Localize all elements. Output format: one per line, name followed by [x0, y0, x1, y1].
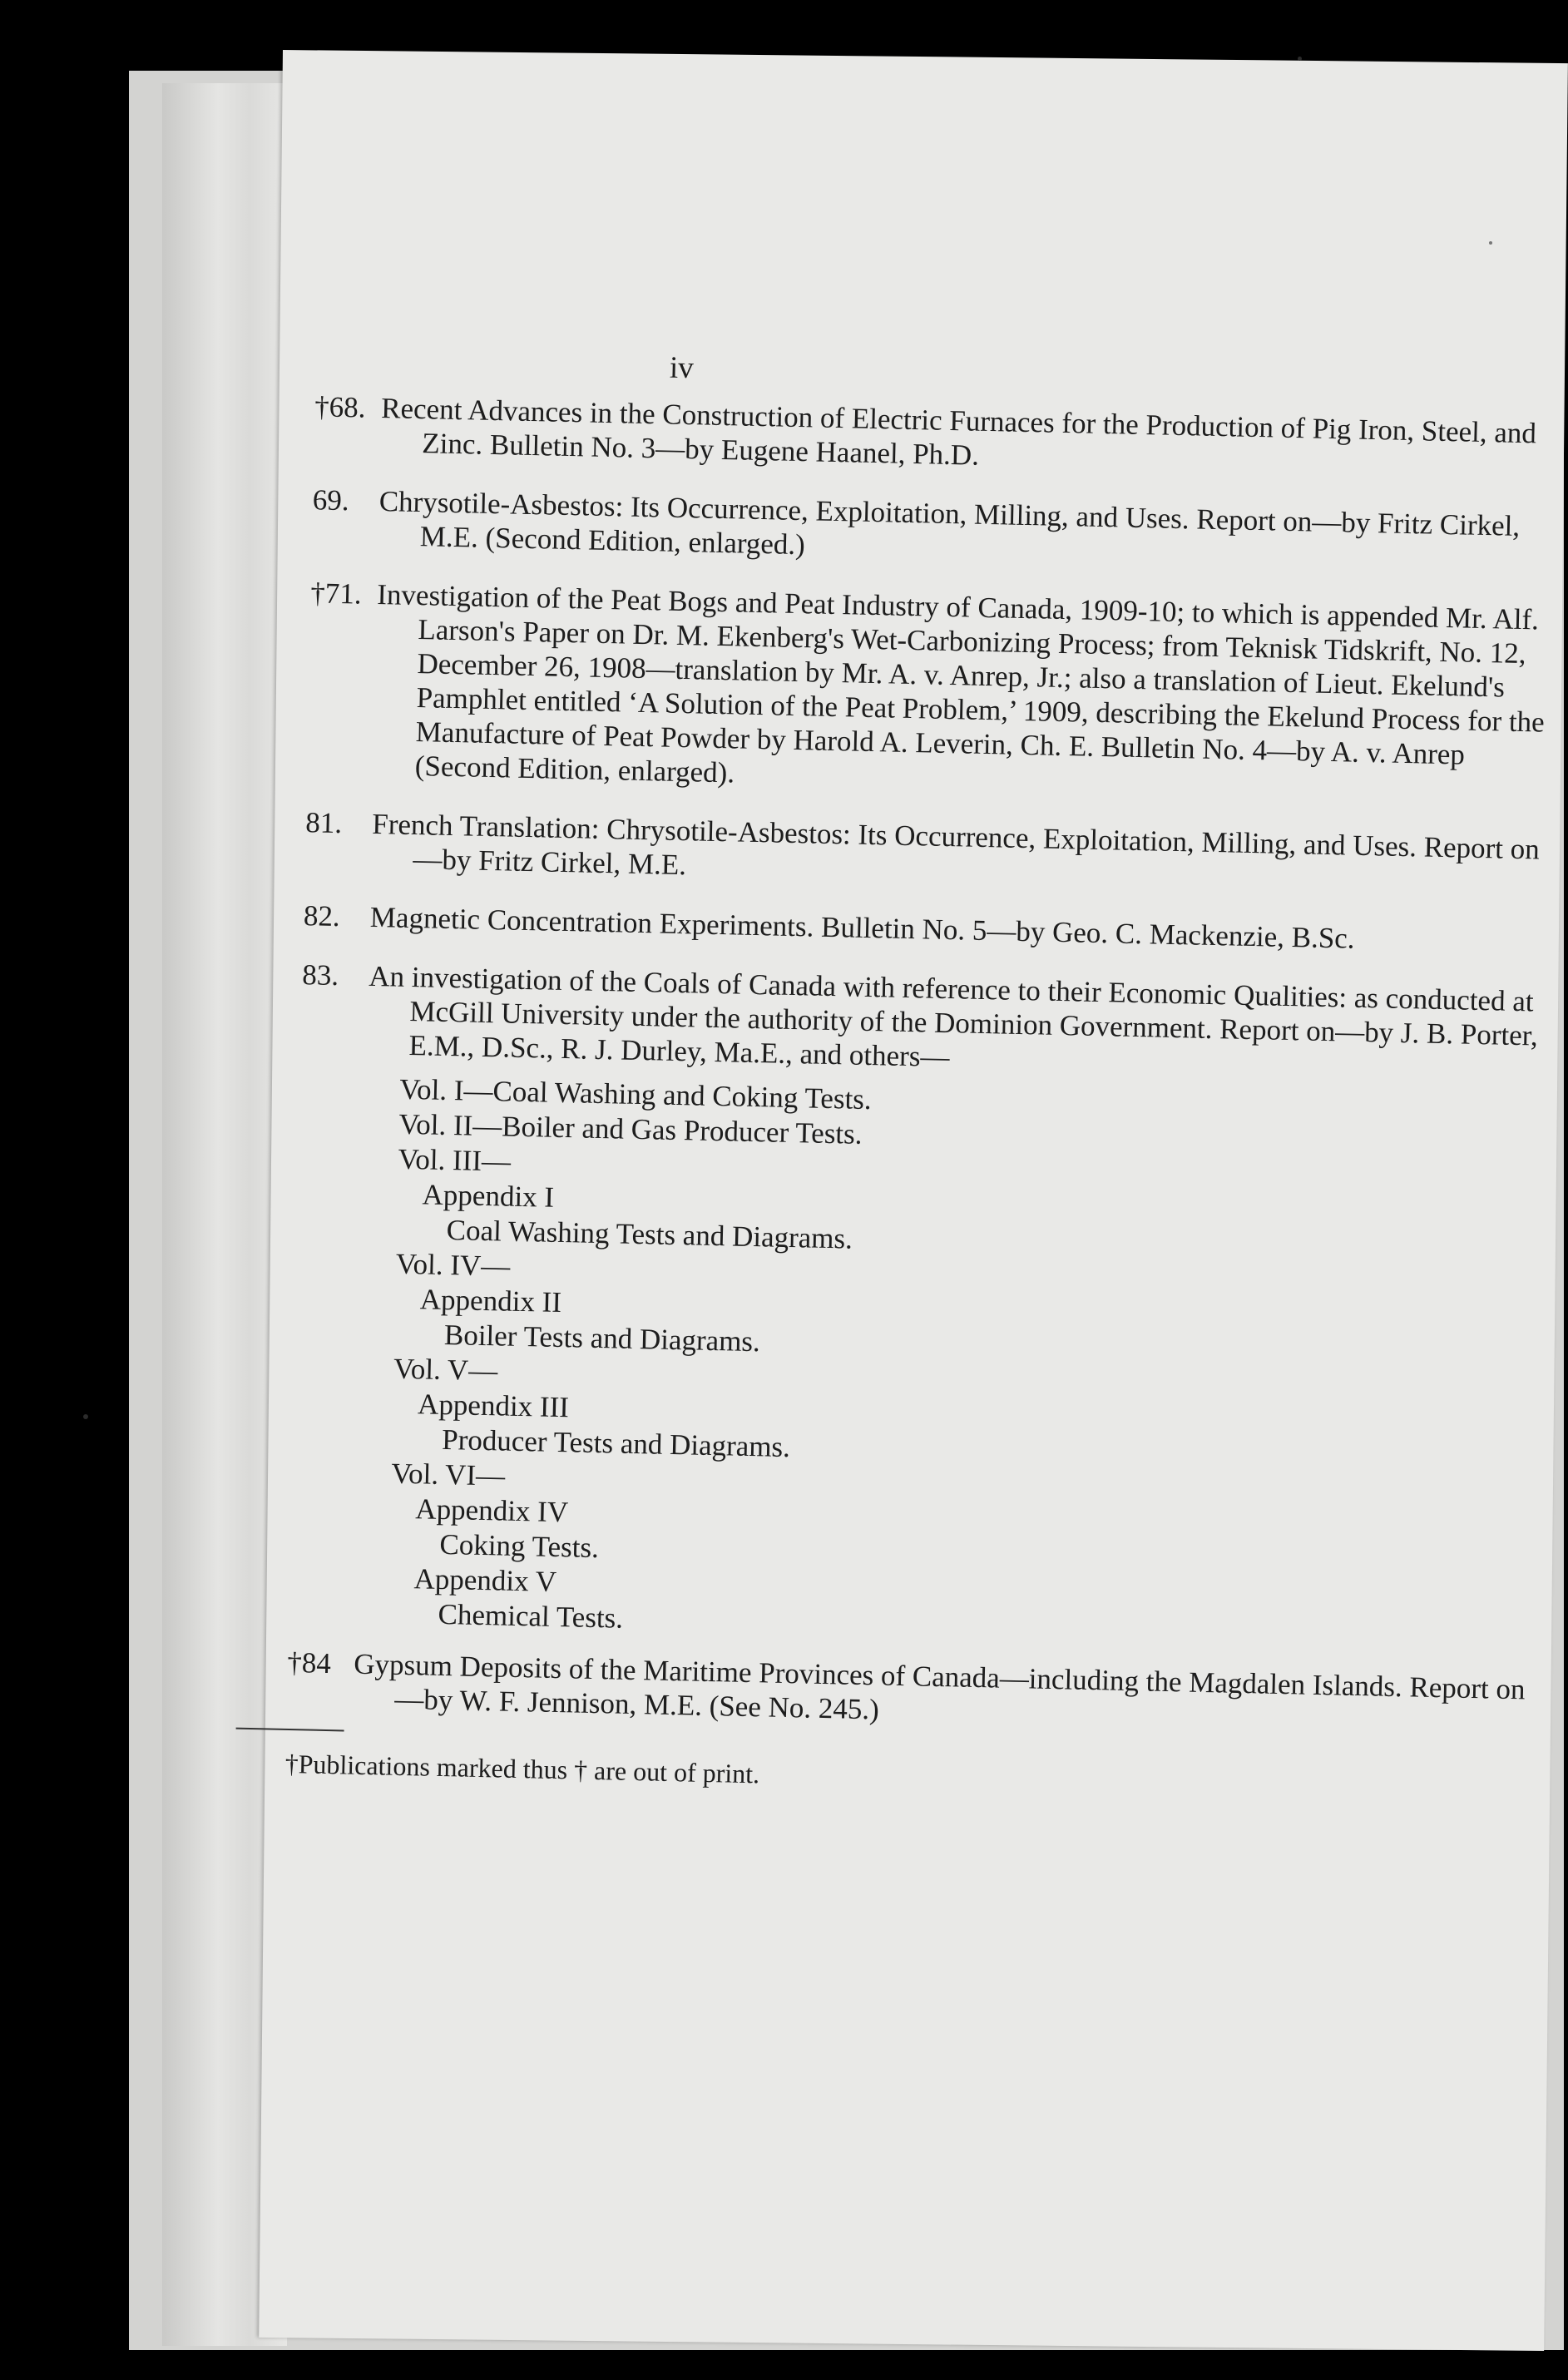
dust-speck	[1489, 241, 1492, 245]
volume-line: Coking Tests.	[439, 1527, 600, 1565]
volume-line: Producer Tests and Diagrams.	[441, 1423, 791, 1464]
volume-line: Coal Washing Tests and Diagrams.	[446, 1213, 853, 1255]
volume-line: Boiler Tests and Diagrams.	[443, 1318, 761, 1358]
catalogue-entry	[257, 575, 1551, 808]
entry-text: Gypsum Deposits of the Maritime Provinces of Canada—including the Magdalen Islands. Report on—by W. F. Jennison, M.E. (See No. 245.)	[353, 1647, 1526, 1726]
volume-line: Appendix V	[413, 1562, 557, 1598]
catalogue-entry	[255, 804, 1545, 901]
catalogue-entry	[254, 898, 1544, 960]
volume-line: Vol. V—	[393, 1352, 498, 1388]
catalogue-entry	[264, 388, 1554, 485]
entry-number: †68.	[314, 390, 366, 424]
volume-line: Vol. II—Boiler and Gas Producer Tests.	[398, 1107, 863, 1150]
page-content	[235, 341, 1555, 1806]
catalogue-entry	[262, 482, 1552, 578]
entry-text: Magnetic Concentration Experiments. Bulletin No. 5—by Geo. C. Mackenzie, B.Sc.	[369, 900, 1355, 955]
volume-list	[238, 1069, 1539, 1656]
volume-line: Vol. IV—	[395, 1247, 511, 1283]
volume-line: Appendix I	[422, 1178, 555, 1214]
entry-text: Chrysotile-Asbestos: Its Occurrence, Exploitation, Milling, and Uses. Report on—by Fritz Cirkel, M.E. (Second Edition, enlarged.)	[378, 485, 1521, 562]
dust-speck	[83, 1414, 88, 1419]
volume-line: Vol. I—Coal Washing and Coking Tests.	[398, 1072, 873, 1116]
entry-text: Recent Advances in the Construction of Electric Furnaces for the Production of Pig Iron, Steel, and Zinc. Bulletin No. 3—by Eugene Haanel, Ph.D.	[380, 392, 1537, 472]
entry-text: French Translation: Chrysotile-Asbestos: Its Occurrence, Exploitation, Milling, and Uses. Report on—by Fritz Cirkel, M.E.	[371, 807, 1541, 882]
dust-speck	[1298, 57, 1302, 61]
footnote-rule	[236, 1728, 344, 1732]
volume-line: Appendix IV	[414, 1492, 569, 1529]
entry-number: †71.	[309, 576, 363, 611]
entry-number: 81.	[304, 806, 343, 840]
entry-number: 82.	[303, 899, 341, 933]
catalogue-entry	[238, 957, 1541, 1656]
volume-line: Vol. VI—	[390, 1457, 506, 1492]
entry-number: †84	[286, 1645, 332, 1680]
entry-text: Investigation of the Peat Bogs and Peat Industry of Canada, 1909-10; to which is appended Mr. Alf. Larson's Paper on Dr. M. Ekenberg's Wet-Carbonizing Process; from Teknisk Tidskrift, No. 12, December 26, 1908—translation by Mr. A. v. Anrep, Jr.; also a translation of Lieut. Ekelund's Pamphlet entitled ‘A Solution of the Peat Problem,’ 1909, describing the Ekelund Process for the Manufacture of Peat Powder by Harold A. Leverin, Ch. E. Bulletin No. 4—by A. v. Anrep (Second Edition, enlarged).	[376, 577, 1546, 789]
page-number: iv	[669, 350, 695, 386]
entry-number: 69.	[312, 483, 350, 517]
volume-line: Vol. III—	[398, 1142, 512, 1178]
catalogue-entry	[236, 1645, 1526, 1741]
volume-line: Appendix II	[419, 1283, 562, 1319]
entry-number: 83.	[301, 958, 339, 992]
footnote: †Publications marked thus † are out of print.	[284, 1748, 760, 1789]
entry-text: An investigation of the Coals of Canada with reference to their Economic Qualities: as conducted at McGill University under the authority of the Dominion Government. Report on—by J. B. Porter, E.M., D.Sc., R. J. Durley, Ma.E., and others—	[368, 959, 1539, 1074]
volume-line: Chemical Tests.	[438, 1597, 624, 1635]
volume-line: Appendix III	[417, 1388, 570, 1424]
